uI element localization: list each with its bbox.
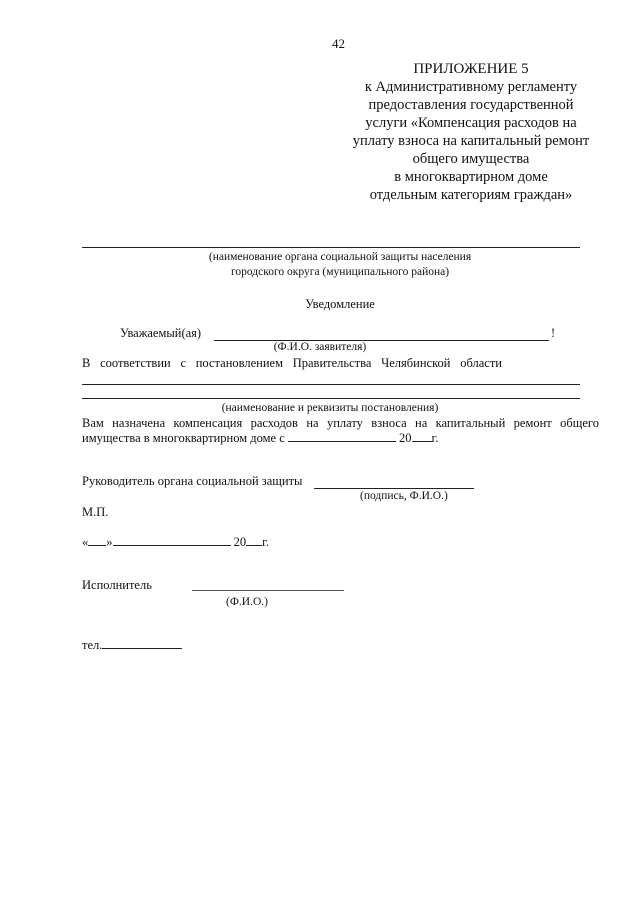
appendix-line: услуги «Компенсация расходов на [365, 115, 577, 131]
resolution-line-1 [82, 384, 580, 385]
date-line [82, 535, 269, 550]
appendix-line: к Административному регламенту [364, 79, 578, 95]
appendix-line: отдельным категориям граждан» [369, 187, 573, 203]
greeting-label: Уважаемый(ая) [120, 326, 202, 340]
assigned-year-suffix: г. [431, 431, 439, 445]
resolution-intro: В соответствии с постановлением Правительства Челябинской области [82, 356, 502, 370]
head-label: Руководитель органа социальной защиты [82, 474, 303, 488]
greeting-end: ! [551, 326, 556, 340]
appendix-line: уплату взноса на капитальный ремонт [352, 133, 590, 149]
resolution-line-2 [82, 398, 580, 399]
executor-caption: (Ф.И.О.) [226, 596, 268, 608]
stamp-label: М.П. [82, 505, 109, 519]
assigned-line2-text: имущества в многоквартирном доме с [82, 431, 285, 445]
year-blank [412, 431, 432, 442]
phone-blank [102, 638, 182, 649]
page-number: 42 [332, 36, 345, 51]
date-open-quote: « [82, 535, 89, 549]
applicant-caption: (Ф.И.О. заявителя) [273, 341, 367, 353]
head-signature-caption: (подпись, Ф.И.О.) [360, 490, 448, 502]
phone-line [82, 638, 182, 653]
executor-label: Исполнитель [82, 578, 152, 592]
executor-line [192, 590, 344, 591]
appendix-title: ПРИЛОЖЕНИЕ 5 [413, 61, 529, 77]
date-year-prefix: 20 [233, 535, 247, 549]
date-year-suffix: г. [262, 535, 269, 549]
appendix-line: в многоквартирном доме [394, 169, 548, 185]
notice-title: Уведомление [305, 297, 375, 311]
head-signature-line [314, 488, 474, 489]
appendix-block [340, 60, 602, 204]
organ-caption-line1: (наименование органа социальной защиты населения [208, 251, 472, 263]
resolution-caption: (наименование и реквизиты постановления) [221, 402, 439, 414]
appendix-line: общего имущества [412, 151, 530, 167]
month-blank [113, 535, 231, 546]
assigned-year-prefix: 20 [399, 431, 412, 445]
organ-caption-line2: городского округа (муниципального района) [230, 266, 450, 278]
assigned-line1: Вам назначена компенсация расходов на уплату взноса на капитальный ремонт общего [82, 416, 599, 430]
assigned-line2 [82, 431, 438, 446]
date-blank [288, 431, 396, 442]
organ-name-line [82, 247, 580, 248]
date-close-quote: » [106, 535, 113, 549]
phone-label: тел. [82, 638, 103, 652]
appendix-line: предоставления государственной [368, 97, 574, 113]
date-year-blank [246, 535, 262, 546]
day-blank [88, 535, 106, 546]
